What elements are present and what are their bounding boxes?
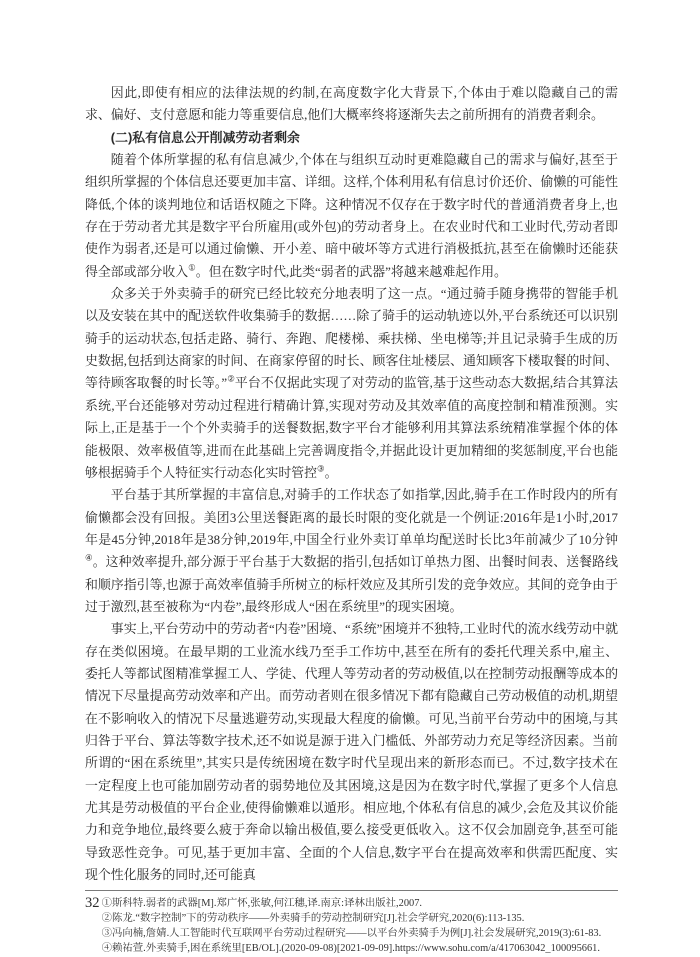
section-heading: (二)私有信息公开削减劳动者剩余 (110, 129, 300, 145)
paragraph: 众多关于外卖骑手的研究已经比较充分地表明了这一点。“通过骑手随身携带的智能手机以及安装在其中的配送软件收集骑手的数据……除了骑手的运动轨迹以外,平台系统还可以识别骑手的运动状态,包括走路、骑行、奔跑、爬楼梯、乘扶梯、坐电梯等;并且记录骑手生成的历史数据,包括到达商家的时间、在商家停留的时长、顾客住址楼层、通知顾客下楼取餐的时间、等待顾客取餐的时长等。”②平台不仅据此实现了对劳动的监管,基于这些动态大数据,结合其算法系统,平台还能够对劳动过程进行精确计算,实现对劳动及其效率值的高度控制和精准预测。实际上,正是基于一个个外卖骑手的送餐数据,数字平台才能够利用其算法系统精准掌握个体的体能极限、效率极值等,进而在此基础上完善调度指令,并据此设计更加精细的奖惩制度,平台也能够根据骑手个人特征实行动态化实时管控③。 (85, 287, 618, 480)
footnote-marker: ① (188, 262, 196, 273)
body-text (85, 82, 618, 886)
footnote-item: ③冯向楠,詹婧.人工智能时代互联网平台劳动过程研究——以平台外卖骑手为例[J].社会发展研究,2019(3):61-83. (101, 927, 602, 939)
paragraph: 平台基于其所掌握的丰富信息,对骑手的工作状态了如指掌,因此,骑手在工作时段内的所有偷懒都会没有回报。美团3公里送餐距离的最长时限的变化就是一个例证:2016年是1小时,2017年是45分钟,2018年是38分钟,2019年,中国全行业外卖订单单均配送时长比3年前减少了10分钟④。这种效率提升,部分源于平台基于大数据的指引,包括如订单热力图、出餐时间表、送餐路线和顺序指引等,也源于高效率值骑手所树立的标杆效应及其所引发的竞争效应。其间的竞争由于过于激烈,甚至被称为“内卷”,最终形成人“困在系统里”的现实困境。 (85, 488, 618, 614)
footnote-item: ①斯科特.弱者的武器[M].郑广怀,张敏,何江穗,译.南京:译林出版社,2007. (101, 898, 422, 910)
paragraph: 事实上,平台劳动中的劳动者“内卷”困境、“系统”困境并不独特,工业时代的流水线劳动中就存在类似困境。在最早期的工业流水线乃至手工作坊中,甚至在所有的委托代理关系中,雇主、委托人等都试图精准掌握工人、学徒、代理人等劳动者的劳动极值,以在控制劳动报酬等成本的情况下尽量提高劳动效率和产出。而劳动者则在很多情况下都有隐藏自己劳动极值的动机,期望在不影响收入的情况下尽量逃避劳动,实现最大程度的偷懒。可见,当前平台劳动中的困境,与其归咎于平台、算法等数字技术,还不如说是源于进入门槛低、外部劳动力充足等经济因素。当前所谓的“困在系统里”,其实只是传统困境在数字时代呈现出来的新形态而已。不过,数字技术在一定程度上也可能加剧劳动者的弱势地位及其困境,这是因为在数字时代,掌握了更多个人信息尤其是劳动极值的平台企业,使得偷懒难以遁形。相应地,个体私有信息的减少,会危及其议价能力和竞争地位,最终要么疲于奔命以输出极值,要么接受更低收入。这不仅会加剧竞争,甚至可能导致恶性竞争。可见,基于更加丰富、全面的个人信息,数字平台在提高效率和供需匹配度、实现个性化服务的同时,还可能真 (85, 622, 618, 883)
paragraph: 因此,即使有相应的法律法规的约制,在高度数字化大背景下,个体由于难以隐藏自己的需求、偏好、支付意愿和能力等重要信息,他们大概率终将逐渐失去之前所拥有的消费者剩余。 (85, 86, 618, 123)
footnote-item: ②陈龙.“数字控制”下的劳动秩序——外卖骑手的劳动控制研究[J].社会学研究,2020(6):113-135. (101, 913, 525, 925)
footnote-marker: ③ (317, 463, 325, 474)
footnote-marker: ④ (85, 552, 93, 563)
page-number: 32 (85, 895, 100, 911)
footnote-marker: ② (227, 374, 235, 385)
footnote-area (85, 890, 618, 956)
footnote-list (85, 897, 618, 956)
paragraph: 随着个体所掌握的私有信息减少,个体在与组织互动时更难隐藏自己的需求与偏好,甚至于组织所掌握的个体信息还要更加丰富、详细。这样,个体利用私有信息讨价还价、偷懒的可能性降低,个体的谈判地位和话语权随之下降。这种情况不仅存在于数字时代的普通消费者身上,也存在于劳动者尤其是数字平台所雇用(或外包)的劳动者身上。在农业时代和工业时代,劳动者即使作为弱者,还是可以通过偷懒、开小差、暗中破坏等方式进行消极抵抗,甚至在偷懒时还能获得全部或部分收入①。但在数字时代,此类“弱者的武器”将越来越难起作用。 (85, 153, 618, 279)
footnote-item: ④赖祐萱.外卖骑手,困在系统里[EB/OL].(2020-09-08)[2021-09-09].https://www.sohu.com/a/417063042_100095661. (101, 942, 600, 954)
footnote-separator (85, 890, 618, 891)
